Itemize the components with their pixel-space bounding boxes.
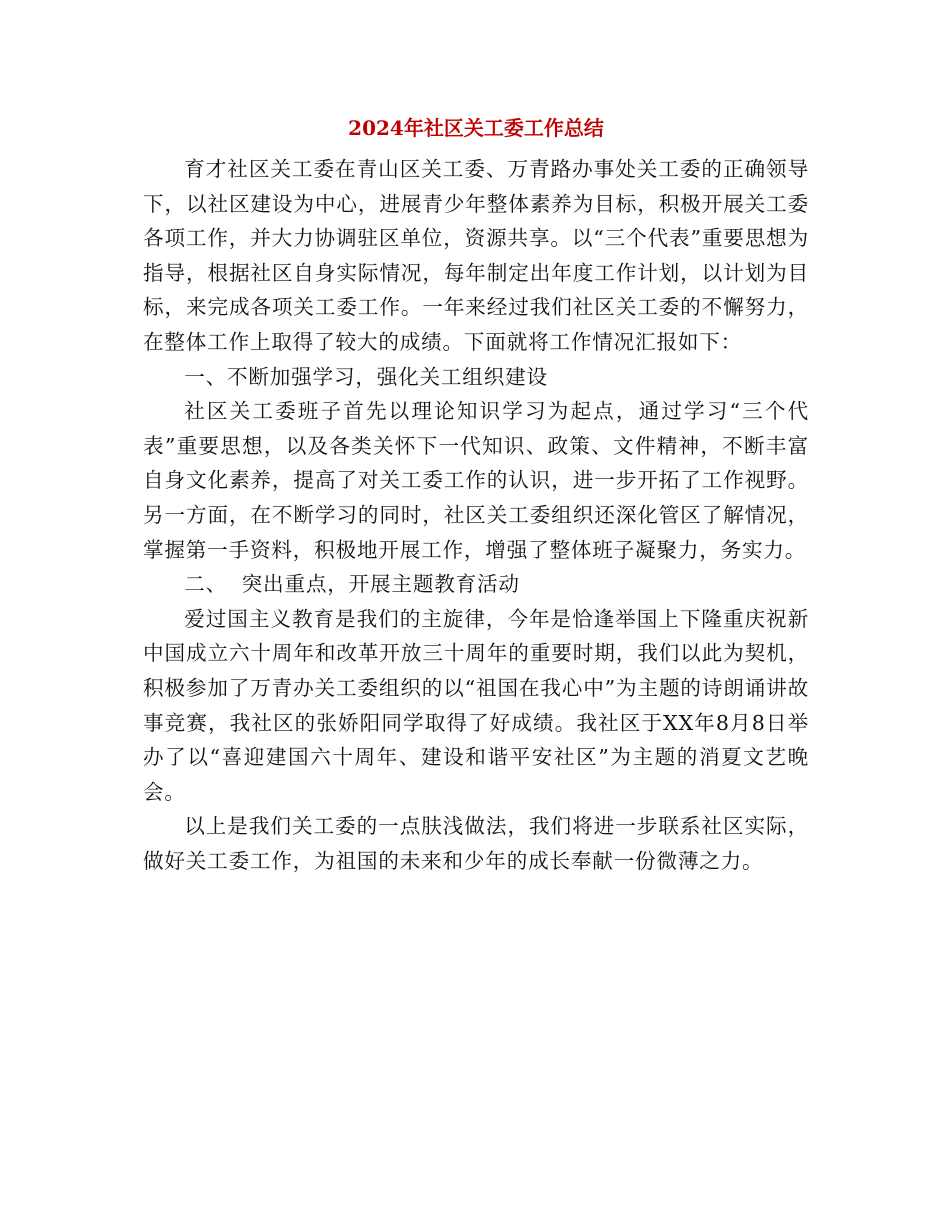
document-page — [143, 108, 809, 878]
document-title: 2024年社区关工委工作总结 — [348, 116, 604, 140]
section-1-paragraph: 社区关工委班子首先以理论知识学习为起点，通过学习“三个代表”重要思想，以及各类关怀下一代知识、政策、文件精神，不断丰富自身文化素养，提高了对关工委工作的认识，进一步开拓了工作视野。另一方面，在不断学习的同时，社区关工委组织还深化管区了解情况，掌握第一手资料，积极地开展工作，增强了整体班子凝聚力，务实力。 — [143, 399, 809, 562]
intro-paragraph: 育才社区关工委在青山区关工委、万青路办事处关工委的正确领导下，以社区建设为中心，进展青少年整体素养为目标，积极开展关工委各项工作，并大力协调驻区单位，资源共享。以“三个代表”重要思想为指导，根据社区自身实际情况，每年制定出年度工作计划，以计划为目标，来完成各项关工委工作。一年来经过我们社区关工委的不懈努力，在整体工作上取得了较大的成绩。下面就将工作情况汇报如下： — [143, 157, 809, 354]
section-1-heading: 一、不断加强学习，强化关工组织建设 — [184, 364, 548, 389]
closing-paragraph: 以上是我们关工委的一点肤浅做法，我们将进一步联系社区实际，做好关工委工作，为祖国的未来和少年的成长奉献一份微薄之力。 — [143, 814, 809, 873]
section-2-heading: 二、 突出重点，开展主题教育活动 — [184, 572, 520, 597]
section-2-paragraph: 爱过国主义教育是我们的主旋律，今年是恰逢举国上下隆重庆祝新中国成立六十周年和改革开放三十周年的重要时期，我们以此为契机，积极参加了万青办关工委组织的以“祖国在我心中”为主题的诗朗诵讲故事竞赛，我社区的张娇阳同学取得了好成绩。我社区于XX年8月8日举办了以“喜迎建国六十周年、建设和谐平安社区”为主题的消夏文艺晚会。 — [143, 606, 809, 804]
